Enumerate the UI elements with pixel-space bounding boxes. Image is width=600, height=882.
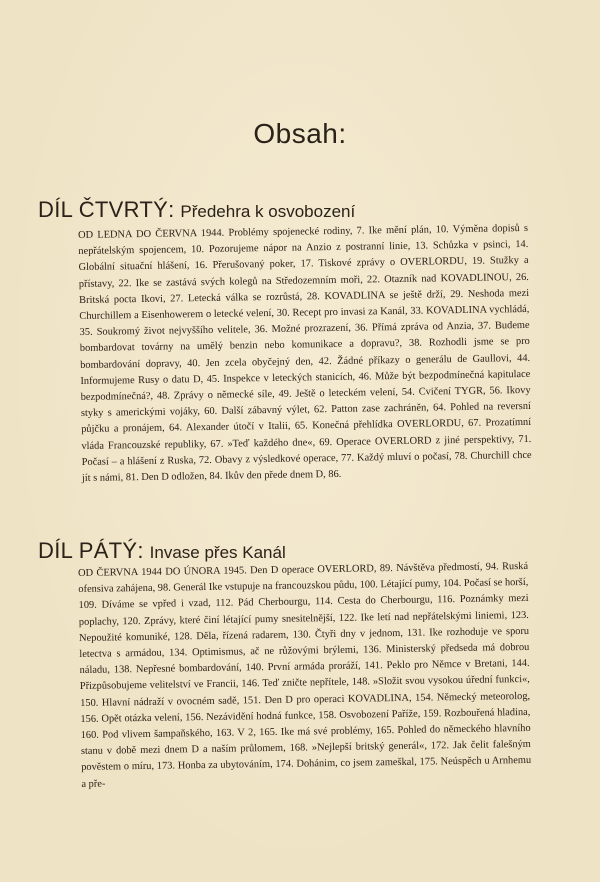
page-title: Obsah: xyxy=(253,118,347,149)
section-label: DÍL PÁTÝ: xyxy=(38,538,144,563)
section-contents-part-five: OD ČERVNA 1944 DO ÚNORA 1945. Den D operace OVERLORD, 89. Návštěva předmostí, 94. Ruská ofensiva zahájena, 98. Generál Ike vstupuje na francouzskou půdu, 100. Létající pumy, 104. Počasí se horší, 109. Díváme se vpřed i vzad, 112. Pád Cherbourgu, 114. Cesta do Cherbourgu, 116. Poznámky mezi poplachy, 120. Zprávy, které činí létající pumy snesitelnější, 122. Ike letí nad nepřátelskými liniemi, 123. Nepoužité komuniké, 128. Děla, řízená radarem, 130. Čtyři dny v jednom, 131. Ike rozhoduje ve sporu letectva s armádou, 134. Optimismus, ač ne růžovými brýlemi, 136. Ministerský předseda má dobrou náladu, 138. Nepřesné bombardování, 140. První armáda proráží, 141. Peklo pro Němce v Bretani, 144. Přizpůsobujeme velitelství ve Francii, 146. Teď zničte nepřítele, 148. »Složit svou vysokou úřední funkci«, 150. Hlavní nádraží v ovocném sadě, 151. Den D pro operaci KOVADLINA, 154. Německý meteorolog, 156. Opět otázka velení, 156. Nezávidění hodná funkce, 158. Osvobození Paříže, 159. Rozbouřená hladina, 160. Pod vlivem šampaňského, 163. V 2, 165. Ike má své problémy, 165. Pohled do německého hlavního stanu v době mezi dnem D a naším průlomem, 168. »Nejlepší britský generál«, 172. Jak čelit falešným pověstem o míru, 173. Honba za ubytováním, 174. Dohánim, co jsem zameškal, 175. Neúspěch u Arnhemu a pře- xyxy=(78,560,532,790)
section-subtitle: Předehra k osvobození xyxy=(180,202,356,221)
section-contents-part-four: OD LEDNA DO ČERVNA 1944. Problémy spojenecké rodiny, 7. Ike mění plán, 10. Výměna dopisů s nepřátelským spojencem, 10. Pozorujeme nápor na Anzio z postranní linie, 13. Schůzka v psinci, 14. Globální situační hlášení, 16. Přerušovaný poker, 17. Tiskové zprávy o OVERLORDU, 19. Stužky a přístavy, 22. Ike se zastává svých kolegů na Středozemním moři, 22. Otazník nad KOVADLINOU, 26. Britská pocta Ikovi, 27. Letecká válka se rozrůstá, 28. KOVADLINA se ještě drží, 29. Neshoda mezi Churchillem a Eisenhowerem o letecké velení, 30. Recept pro invasi za Kanál, 33. KOVADLINA vychládá, 35. Soukromý život nejvyššího velitele, 36. Možné prozrazení, 36. Přímá zpráva od Anzia, 37. Budeme bombardovat továrny na umělý benzin nebo komunikace a dopravu?, 38. Rozhodli jsme se pro bombardování dopravy, 40. Jen zcela obyčejný den, 42. Žádné příkazy o generálu de Gaullovi, 44. Informujeme Rusy o datu D, 45. Inspekce v leteckých stanicích, 46. Může být bezpodmínečná kapitulace bezpodmínečná?, 48. Zprávy o německé síle, 49. Ještě o leteckém velení, 54. Cvičení TYGR, 56. Ikovy styky s americkými vojáky, 60. Další zábavný výlet, 62. Patton zase zachráněn, 64. Pohled na reversní půjčku a pronájem, 64. Alexander útočí v Italii, 65. Konečná přehlídka OVERLORDU, 67. Prozatímní vláda Francouzské republiky, 67. »Teď každého dne«, 69. Operace OVERLORD z jiné perspektivy, 71. Počasí – a hlášení z Ruska, 72. Obavy z výsledkové operace, 77. Každý mluví o počasí, 78. Churchill chce jít s námi, 81. Den D odložen, 84. Ikův den přede dnem D, 86. xyxy=(78,222,532,485)
section-label: DÍL ČTVRTÝ: xyxy=(38,197,175,222)
section-heading-part-five xyxy=(38,538,286,564)
section-heading-part-four xyxy=(38,197,355,223)
section-subtitle: Invase přes Kanál xyxy=(149,543,286,562)
